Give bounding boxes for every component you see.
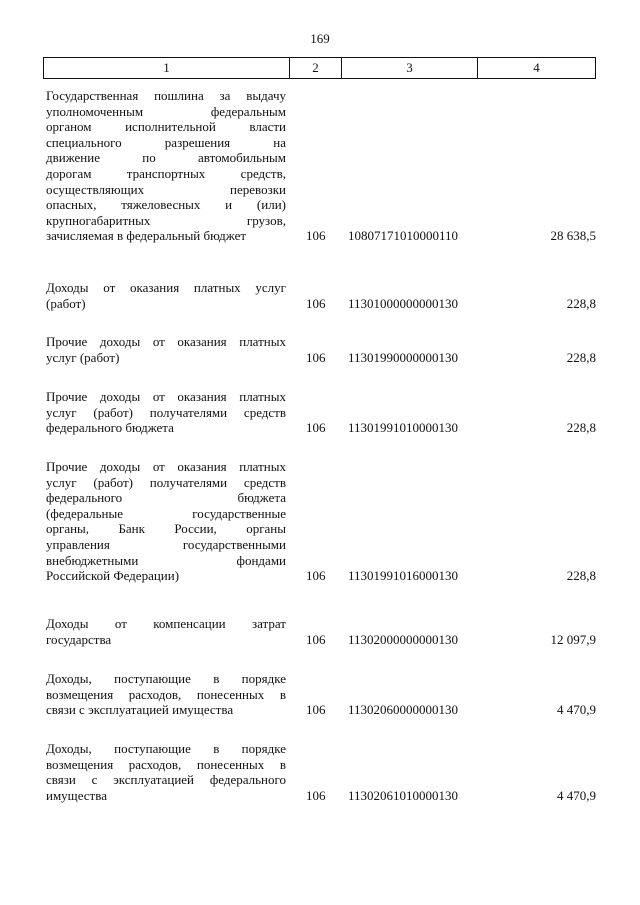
description-line: дорогам транспортных средств, [46,165,286,181]
table-row [46,88,596,244]
description-line: внебюджетными фондами [46,552,286,568]
header-col-3: 3 [342,58,478,78]
description-line: осуществляющих перевозки [46,181,286,197]
description-line: органом исполнительной власти [46,119,286,135]
description-line: Доходы от компенсации затрат [46,616,286,631]
budget-classification-code: 10807171010000110 [348,228,459,244]
admin-code: 106 [306,349,326,365]
admin-code: 106 [306,295,326,311]
row-description [46,459,286,584]
table-row [46,280,596,311]
row-description [46,88,286,244]
amount: 12 097,9 [550,631,596,647]
table-row [46,616,596,647]
row-description [46,389,286,436]
budget-classification-code: 11301000000000130 [348,295,459,311]
description-line: связи с эксплуатацией федерального [46,772,286,788]
table-row [46,459,596,584]
description-line: государства [46,631,112,647]
budget-classification-code: 11302000000000130 [348,631,459,647]
header-col-4: 4 [533,60,540,75]
amount: 4 470,9 [557,787,596,803]
description-line: услуг (работ) получателями средств [46,404,286,420]
description-line: Государственная пошлина за выдачу [46,88,286,103]
description-line: специального разрешения на [46,134,286,150]
description-line: услуг (работ) получателями средств [46,474,286,490]
budget-classification-code: 11302060000000130 [348,702,459,718]
description-line: управления государственными [46,536,286,552]
description-line: услуг (работ) [46,349,120,365]
description-line: крупногабаритных грузов, [46,212,286,228]
description-line: имущества [46,787,107,803]
table-row [46,334,596,365]
row-description [46,334,286,365]
description-line: уполномоченным федеральным [46,103,286,119]
row-description [46,671,286,718]
description-line: Доходы, поступающие в порядке [46,671,286,686]
description-line: связи с эксплуатацией имущества [46,702,234,718]
row-description [46,280,286,311]
budget-classification-code: 11301991010000130 [348,420,459,436]
description-line: федерального бюджета [46,420,174,436]
description-line: Российской Федерации) [46,568,180,584]
description-line: возмещения расходов, понесенных в [46,686,286,702]
header-col-1: 1 [44,58,290,78]
amount: 228,8 [566,295,596,311]
budget-classification-code: 11301990000000130 [348,349,459,365]
admin-code: 106 [306,787,326,803]
description-line: Доходы, поступающие в порядке [46,741,286,756]
page-number: 169 [310,31,330,46]
description-line: органы, Банк России, органы [46,521,286,537]
admin-code: 106 [306,420,326,436]
budget-classification-code: 11302061010000130 [348,787,459,803]
table-row [46,741,596,803]
description-line: Прочие доходы от оказания платных [46,459,286,474]
description-line: опасных, тяжеловесных и (или) [46,197,286,213]
admin-code: 106 [306,631,326,647]
table-header [43,57,596,79]
amount: 28 638,5 [550,228,596,244]
amount: 228,8 [566,568,596,584]
description-line: Доходы от оказания платных услуг [46,280,286,295]
amount: 228,8 [566,349,596,365]
description-line: зачисляемая в федеральный бюджет [46,228,247,244]
description-line: Прочие доходы от оказания платных [46,334,286,349]
table-row [46,671,596,718]
admin-code: 106 [306,568,326,584]
row-description [46,616,286,647]
description-line: федерального бюджета [46,490,286,506]
description-line: (работ) [46,295,86,311]
amount: 4 470,9 [557,702,596,718]
admin-code: 106 [306,702,326,718]
description-line: движение по автомобильным [46,150,286,166]
budget-classification-code: 11301991016000130 [348,568,459,584]
header-col-2: 2 [290,58,342,78]
description-line: возмещения расходов, понесенных в [46,756,286,772]
row-description [46,741,286,803]
table-row [46,389,596,436]
amount: 228,8 [566,420,596,436]
description-line: Прочие доходы от оказания платных [46,389,286,404]
description-line: (федеральные государственные [46,505,286,521]
admin-code: 106 [306,228,326,244]
